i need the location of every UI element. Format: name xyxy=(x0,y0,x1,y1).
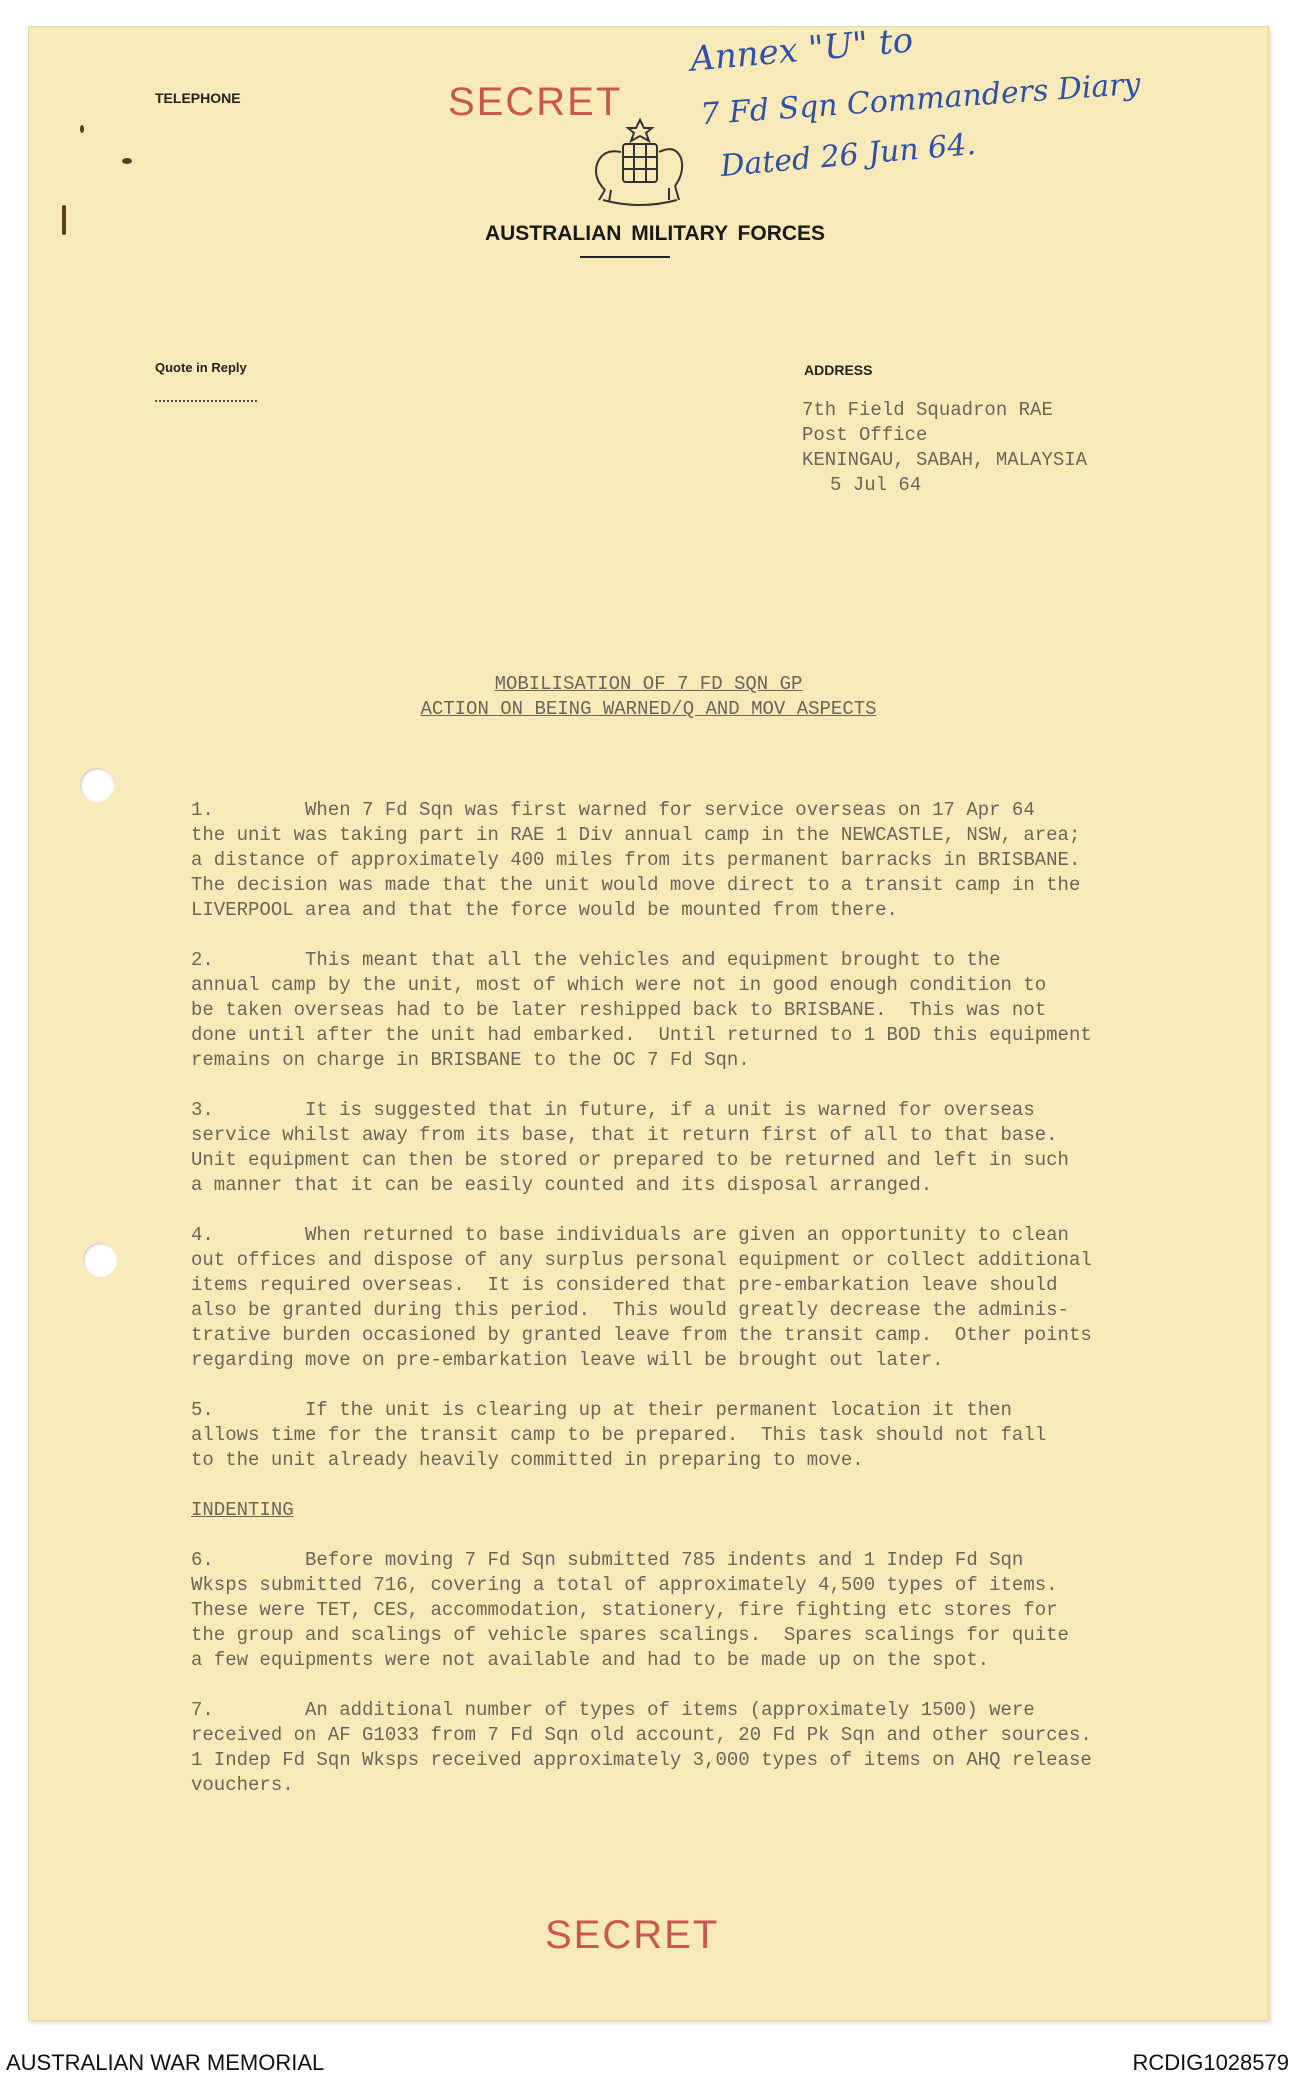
address-line: KENINGAU, SABAH, MALAYSIA xyxy=(802,449,1088,471)
handwritten-annotation-line3: Dated 26 Jun 64. xyxy=(718,126,978,185)
secret-stamp-bottom: SECRET xyxy=(545,1913,720,1957)
telephone-label: TELEPHONE xyxy=(155,90,241,106)
organisation-name: AUSTRALIAN MILITARY FORCES xyxy=(484,222,826,245)
paper-mark xyxy=(80,125,84,133)
section-heading-indenting: INDENTING xyxy=(191,1499,294,1521)
handwritten-annotation-line2: 7 Fd Sqn Commanders Diary xyxy=(699,66,1142,133)
address-label: ADDRESS xyxy=(804,362,873,378)
paragraph-6: 6. Before moving 7 Fd Sqn submitted 785 indents and 1 Indep Fd Sqn Wksps submitted 716, covering a total of approximately 4,500 types of items. These were TET, CES, accommodation, stationery, fire fighting etc stores for the group and scalings of vehicle spares scalings. Spares scalings for quite a few equipments were not available and had to be made up on the spot. xyxy=(191,1549,1069,1671)
header-rule xyxy=(580,256,670,258)
quote-reference-blank xyxy=(155,400,257,402)
paragraph-3: 3. It is suggested that in future, if a unit is warned for overseas service whilst away from its base, that it return first of all to that base. Unit equipment can then be stored or prepared to be returned and left in such a manner that it can be easily counted and its disposal arranged. xyxy=(191,1099,1069,1196)
paragraph-2: 2. This meant that all the vehicles and equipment brought to the annual camp by the unit, most of which were not in good enough condition to be taken overseas had to be later reshipped back to BRISBANE. This was not done until after the unit had embarked. Until returned to 1 BOD this equipment remains on charge in BRISBANE to the OC 7 Fd Sqn. xyxy=(191,949,1092,1071)
paper-mark xyxy=(122,158,132,164)
document-body xyxy=(191,798,1191,1823)
archive-credit: AUSTRALIAN WAR MEMORIAL xyxy=(6,2050,325,2075)
punch-hole-upper xyxy=(80,768,114,802)
punch-hole-lower xyxy=(83,1243,117,1277)
paragraph-1: 1. When 7 Fd Sqn was first warned for service overseas on 17 Apr 64 the unit was taking part in RAE 1 Div annual camp in the NEWCASTLE, NSW, area; a distance of approximately 400 miles from its permanent barracks in BRISBANE. The decision was made that the unit would move direct to a transit camp in the LIVERPOOL area and that the force would be mounted from there. xyxy=(191,799,1081,921)
archive-reference: RCDIG1028579 xyxy=(1132,2050,1289,2075)
sender-address xyxy=(802,398,1087,498)
paragraph-7: 7. An additional number of types of items (approximately 1500) were received on AF G1033 from 7 Fd Sqn old account, 20 Fd Pk Sqn and other sources. 1 Indep Fd Sqn Wksps received approximately 3,000 types of items on AHQ release vouchers. xyxy=(191,1699,1092,1796)
address-line: 7th Field Squadron RAE xyxy=(802,399,1053,421)
quote-in-reply-label: Quote in Reply xyxy=(155,360,247,375)
paragraph-5: 5. If the unit is clearing up at their permanent location it then allows time for the transit camp to be prepared. This task should not fall to the unit already heavily committed in preparing to move. xyxy=(191,1399,1047,1471)
paper-mark xyxy=(62,205,66,235)
document-title xyxy=(0,672,1297,722)
title-line-2: ACTION ON BEING WARNED/Q AND MOV ASPECTS xyxy=(420,698,877,720)
address-line: Post Office xyxy=(802,424,928,446)
handwritten-annotation-line1: Annex "U" to xyxy=(688,20,915,80)
secret-stamp-top: SECRET xyxy=(448,80,623,124)
title-line-1: MOBILISATION OF 7 FD SQN GP xyxy=(494,673,803,695)
address-date: 5 Jul 64 xyxy=(830,474,922,496)
coat-of-arms-icon xyxy=(585,112,695,212)
paragraph-4: 4. When returned to base individuals are given an opportunity to clean out offices and dispose of any surplus personal equipment or collect additional items required overseas. It is considered that pre-embarkation leave should also be granted during this period. This would greatly decrease the adminis- trative burden occasioned by granted leave from the transit camp. Other points regarding move on pre-embarkation leave will be brought out later. xyxy=(191,1224,1092,1371)
